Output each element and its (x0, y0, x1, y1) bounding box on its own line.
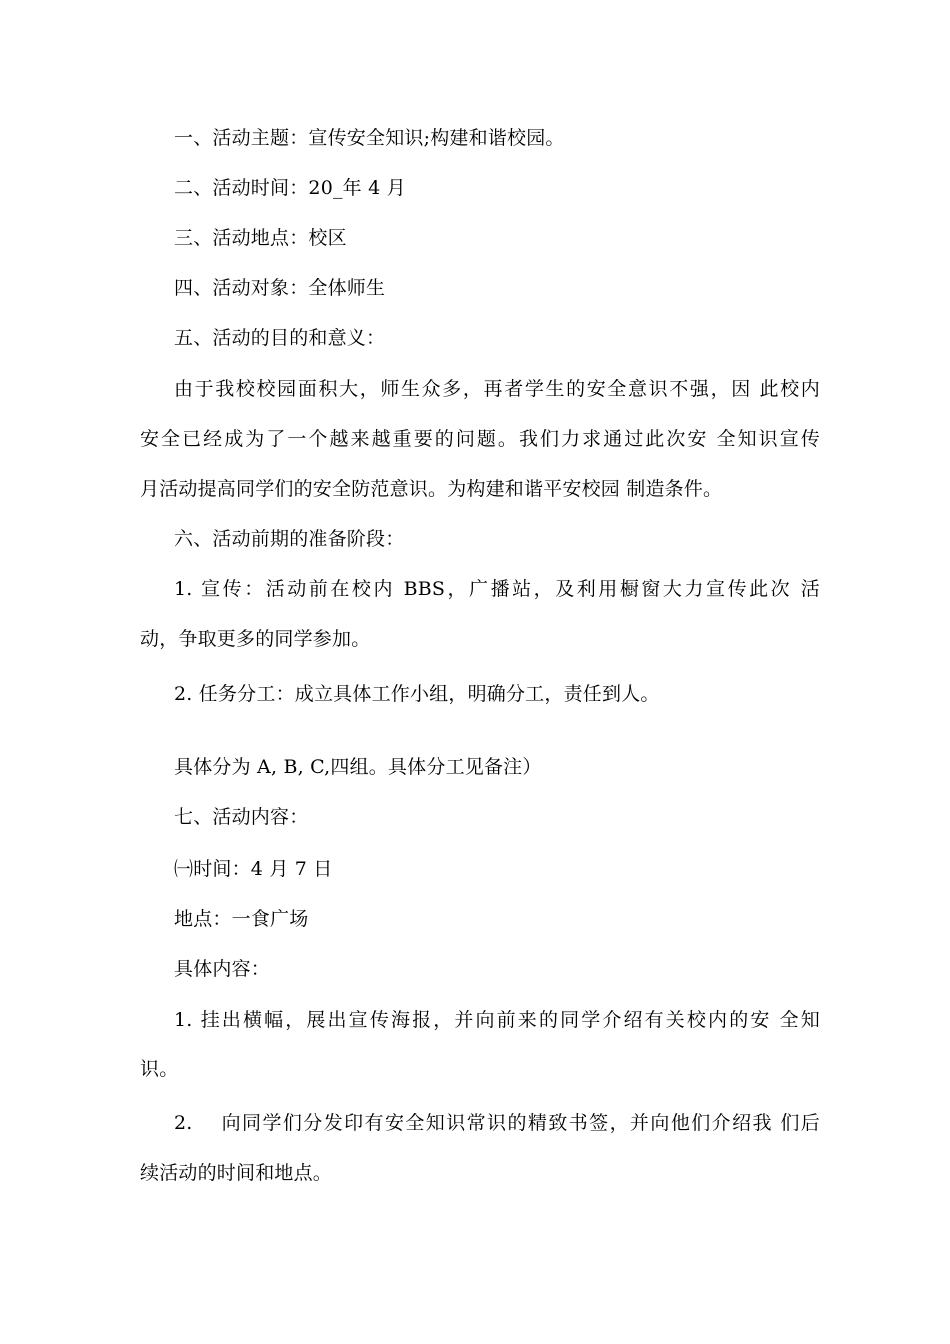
heading-content: 七、活动内容： (174, 806, 309, 828)
heading-theme: 一、活动主题：宣传安全知识;构建和谐校园。 (174, 127, 565, 149)
content-item-1-line-2: 识。 (140, 1058, 179, 1080)
heading-preparation: 六、活动前期的准备阶段： (174, 528, 405, 550)
prep-item-1-line-2: 动，争取更多的同学参加。 (140, 628, 371, 650)
heading-purpose: 五、活动的目的和意义： (174, 327, 386, 349)
prep-item-2: 2. 任务分工：成立具体工作小组，明确分工，责任到人。 (174, 683, 660, 705)
content-details-label: 具体内容： (174, 958, 271, 980)
heading-time: 二、活动时间：20_年 4 月 (174, 177, 406, 199)
content-time: ㈠时间：4 月 7 日 (174, 858, 333, 880)
heading-location: 三、活动地点：校区 (174, 227, 347, 249)
content-item-1-line-1: 1. 挂出横幅，展出宣传海报，并向前来的同学介绍有关校内的安 全知 (174, 1009, 820, 1031)
content-item-2-line-1: 2. 向同学们分发印有安全知识常识的精致书签，并向他们介绍我 们后 (174, 1112, 820, 1134)
purpose-paragraph-line-2: 安全已经成为了一个越来越重要的问题。我们力求通过此次安 全知识宣传 (140, 428, 820, 450)
prep-item-1-line-1: 1. 宣传：活动前在校内 BBS，广播站，及利用橱窗大力宣传此次 活 (174, 578, 820, 600)
heading-audience: 四、活动对象：全体师生 (174, 277, 386, 299)
prep-groups-note: 具体分为 A, B, C,四组。具体分工见备注） (174, 756, 542, 778)
content-location: 地点：一食广场 (174, 908, 309, 930)
purpose-paragraph-line-1: 由于我校校园面积大，师生众多，再者学生的安全意识不强，因 此校内 (174, 378, 820, 400)
purpose-paragraph-line-3: 月活动提高同学们的安全防范意识。为构建和谐平安校园 制造条件。 (140, 478, 723, 500)
content-item-2-line-2: 续活动的时间和地点。 (140, 1162, 333, 1184)
